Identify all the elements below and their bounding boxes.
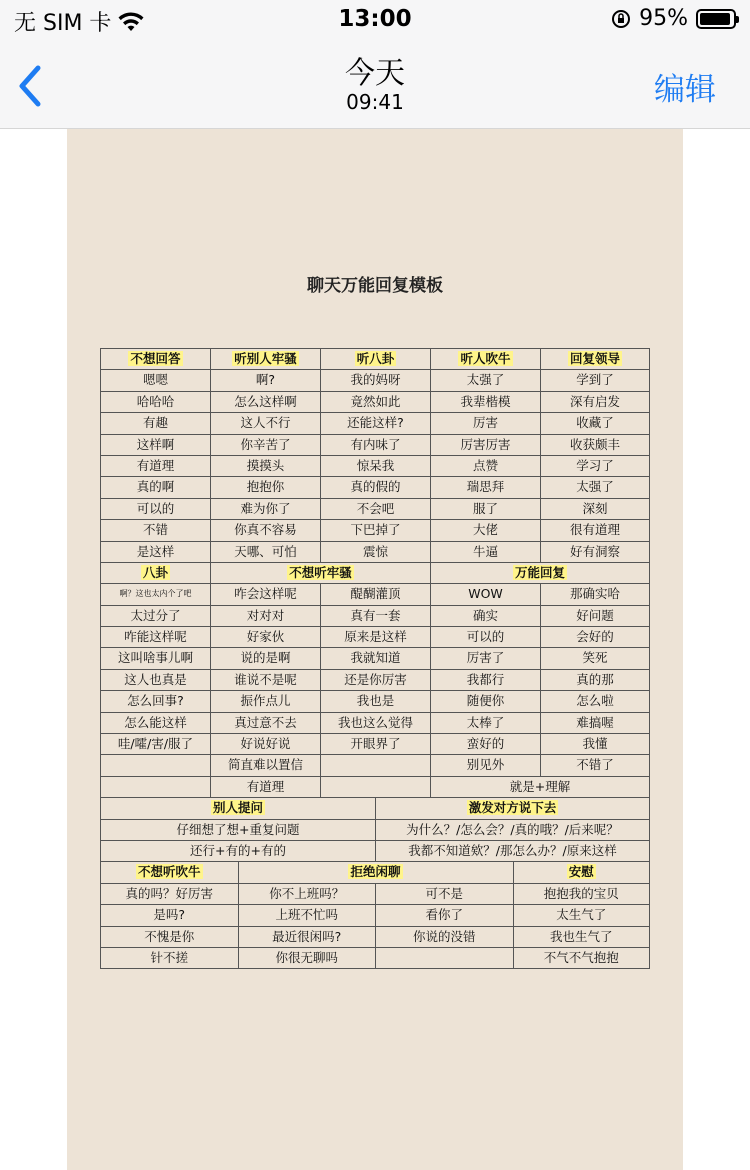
table-row: [100, 776, 650, 797]
table-cell: [375, 948, 513, 968]
table-cell: 收藏了: [540, 413, 650, 433]
header-label: 激发对方说下去: [468, 800, 557, 816]
table-cell: 不错了: [540, 755, 650, 775]
table-cell: 还是你厉害: [320, 670, 430, 690]
table-cell: 会好的: [540, 627, 650, 647]
table-cell: 谁说不是呢: [210, 670, 320, 690]
table-cell: 抱抱我的宝贝: [513, 884, 651, 904]
table-row: [100, 562, 650, 583]
table-row: [100, 348, 650, 369]
table-row: [100, 669, 650, 690]
table-cell: 对对对: [210, 606, 320, 626]
table-cell: 厉害厉害: [430, 435, 540, 455]
table-cell: 太过分了: [100, 606, 210, 626]
table-cell: 怎么这样啊: [210, 392, 320, 412]
table-row: [100, 883, 650, 904]
nav-bar: [0, 40, 750, 129]
table-cell: 说的是啊: [210, 648, 320, 668]
header-label: 听别人牢骚: [234, 351, 297, 366]
table-cell: 我也是: [320, 691, 430, 711]
table-cell: 有趣: [100, 413, 210, 433]
table-row: [100, 904, 650, 925]
table-cell: 可以的: [100, 499, 210, 519]
table-cell: 怎么回事?: [100, 691, 210, 711]
table-cell: 简直难以置信: [210, 755, 320, 775]
table-cell: 最近很闲吗?: [238, 927, 376, 947]
status-right: [611, 6, 736, 31]
table-cell: 收获颇丰: [540, 435, 650, 455]
table-cell: 这人也真是: [100, 670, 210, 690]
table-cell: 嗯嗯: [100, 370, 210, 390]
table-cell: 我都行: [430, 670, 540, 690]
thumbnail-strip[interactable]: [0, 1166, 750, 1170]
table-cell: 大佬: [430, 520, 540, 540]
table-cell: 还行+有的+有的: [100, 841, 375, 861]
table-cell: 开眼界了: [320, 734, 430, 754]
table-cell: 你不上班吗？: [238, 884, 376, 904]
table-cell: 我懂: [540, 734, 650, 754]
table-cell: 看你了: [375, 905, 513, 925]
table-header-cell: [100, 862, 238, 882]
table-row: [100, 733, 650, 754]
table-cell: 怎么啦: [540, 691, 650, 711]
table-row: [100, 369, 650, 390]
table-cell: 厉害: [430, 413, 540, 433]
table-row: [100, 819, 650, 840]
table-cell: 振作点儿: [210, 691, 320, 711]
table-row: [100, 583, 650, 604]
reply-template-table: [100, 348, 650, 969]
table-cell: 真的假的: [320, 477, 430, 497]
table-cell: 真的那: [540, 670, 650, 690]
table-cell: 哇/嚯/害/服了: [100, 734, 210, 754]
table-cell: 我也这么觉得: [320, 713, 430, 733]
table-cell: 学习了: [540, 456, 650, 476]
orientation-lock-icon: [611, 9, 631, 29]
battery-percent: 95%: [639, 6, 688, 31]
battery-fill: [700, 13, 730, 25]
table-cell: 深有启发: [540, 392, 650, 412]
table-cell: 我都不知道欸？/那怎么办？/原来这样: [375, 841, 650, 861]
table-row: [100, 412, 650, 433]
table-row: [100, 434, 650, 455]
table-cell: 真有一套: [320, 606, 430, 626]
table-cell: 厉害了: [430, 648, 540, 668]
table-cell: 啊?: [210, 370, 320, 390]
table-row: [100, 712, 650, 733]
table-row: [100, 519, 650, 540]
table-header-cell: [100, 563, 210, 583]
table-cell: 不愧是你: [100, 927, 238, 947]
table-cell: 你很无聊吗: [238, 948, 376, 968]
table-header-cell: [513, 862, 651, 882]
table-cell: 好说好说: [210, 734, 320, 754]
table-cell: 别见外: [430, 755, 540, 775]
header-label: 不想听牢骚: [289, 564, 352, 580]
table-header-cell: [375, 798, 650, 818]
table-header-cell: [238, 862, 513, 882]
edit-button[interactable]: 编辑: [654, 72, 716, 108]
table-row: [100, 391, 650, 412]
table-cell: 上班不忙吗: [238, 905, 376, 925]
table-cell: 真过意不去: [210, 713, 320, 733]
table-cell: 你辛苦了: [210, 435, 320, 455]
table-cell: 为什么？/怎么会？/真的哦？/后来呢？: [375, 820, 650, 840]
table-row: [100, 861, 650, 882]
table-cell: 好家伙: [210, 627, 320, 647]
table-cell: 太强了: [430, 370, 540, 390]
table-row: [100, 797, 650, 818]
table-cell: 随便你: [430, 691, 540, 711]
table-header-cell: [100, 798, 375, 818]
table-cell: 可以的: [430, 627, 540, 647]
table-cell: [320, 755, 430, 775]
table-cell: 难为你了: [210, 499, 320, 519]
table-cell: 就是+理解: [430, 777, 650, 797]
table-cell: 我也生气了: [513, 927, 651, 947]
table-cell: 原来是这样: [320, 627, 430, 647]
table-header-cell: [430, 349, 540, 369]
battery-icon: [696, 9, 736, 29]
table-cell: 咋会这样呢: [210, 584, 320, 604]
table-cell: 震惊: [320, 542, 430, 562]
nav-title: 今天: [345, 56, 405, 91]
table-cell: 好有洞察: [540, 542, 650, 562]
table-cell: 这样啊: [100, 435, 210, 455]
table-row: [100, 455, 650, 476]
table-cell: 是吗?: [100, 905, 238, 925]
table-cell: 这人不行: [210, 413, 320, 433]
table-cell: 点赞: [430, 456, 540, 476]
table-header-cell: [320, 349, 430, 369]
table-cell: 咋能这样呢: [100, 627, 210, 647]
header-label: 别人提问: [212, 800, 263, 816]
status-time: 13:00: [338, 6, 412, 32]
table-row: [100, 926, 650, 947]
table-row: [100, 947, 650, 969]
table-cell: 有内味了: [320, 435, 430, 455]
table-row: [100, 754, 650, 775]
table-cell: 醍醐灌顶: [320, 584, 430, 604]
table-header-cell: [210, 349, 320, 369]
table-cell: 牛逼: [430, 542, 540, 562]
header-label: 不想回答: [130, 351, 181, 366]
table-row: [100, 476, 650, 497]
table-cell: 摸摸头: [210, 456, 320, 476]
header-label: 拒绝闲聊: [350, 864, 401, 880]
header-label: 安慰: [568, 864, 594, 880]
table-cell: 学到了: [540, 370, 650, 390]
table-cell: 瑞思拜: [430, 477, 540, 497]
table-cell: 啊？这也太内个了吧: [100, 584, 210, 604]
table-cell: 确实: [430, 606, 540, 626]
table-cell: 真的吗？好厉害: [100, 884, 238, 904]
table-cell: 可不是: [375, 884, 513, 904]
table-cell: 我辈楷模: [430, 392, 540, 412]
table-row: [100, 690, 650, 711]
header-label: 万能回复: [514, 564, 565, 580]
table-cell: 抱抱你: [210, 477, 320, 497]
header-label: 听人吹牛: [460, 351, 511, 366]
table-cell: 太生气了: [513, 905, 651, 925]
table-cell: 好问题: [540, 606, 650, 626]
table-cell: 服了: [430, 499, 540, 519]
header-label: 不想听吹牛: [137, 864, 201, 880]
table-cell: WOW: [430, 584, 540, 604]
table-row: [100, 840, 650, 861]
table-cell: 不会吧: [320, 499, 430, 519]
table-cell: 惊呆我: [320, 456, 430, 476]
table-cell: 这叫啥事儿啊: [100, 648, 210, 668]
table-cell: 天哪、可怕: [210, 542, 320, 562]
table-cell: 难搞喔: [540, 713, 650, 733]
table-cell: 哈哈哈: [100, 392, 210, 412]
status-bar: [0, 0, 750, 40]
table-cell: 那确实哈: [540, 584, 650, 604]
table-cell: 有道理: [210, 777, 320, 797]
table-row: [100, 626, 650, 647]
table-cell: 不气不气抱抱: [513, 948, 651, 968]
table-cell: 有道理: [100, 456, 210, 476]
table-header-cell: [210, 563, 430, 583]
table-row: [100, 541, 650, 562]
table-cell: 蛮好的: [430, 734, 540, 754]
table-cell: 竟然如此: [320, 392, 430, 412]
table-cell: 你真不容易: [210, 520, 320, 540]
table-cell: [100, 755, 210, 775]
table-row: [100, 605, 650, 626]
table-header-cell: [430, 563, 650, 583]
header-label: 听八卦: [356, 351, 395, 366]
table-cell: 深刻: [540, 499, 650, 519]
table-cell: 不错: [100, 520, 210, 540]
table-cell: 我的妈呀: [320, 370, 430, 390]
table-cell: 怎么能这样: [100, 713, 210, 733]
table-cell: [100, 777, 210, 797]
table-cell: 仔细想了想+重复问题: [100, 820, 375, 840]
header-label: 回复领导: [569, 351, 620, 366]
template-title: 聊天万能回复模板: [307, 276, 443, 296]
photo-viewer[interactable]: [67, 129, 683, 1170]
table-cell: 针不搓: [100, 948, 238, 968]
table-cell: 很有道理: [540, 520, 650, 540]
carrier-label: 无 SIM 卡: [14, 11, 112, 36]
header-label: 八卦: [142, 564, 168, 580]
table-header-cell: [100, 349, 210, 369]
table-cell: 是这样: [100, 542, 210, 562]
table-cell: 太强了: [540, 477, 650, 497]
table-cell: 你说的没错: [375, 927, 513, 947]
table-cell: 笑死: [540, 648, 650, 668]
table-cell: 下巴掉了: [320, 520, 430, 540]
table-row: [100, 498, 650, 519]
table-row: [100, 647, 650, 668]
table-cell: 我就知道: [320, 648, 430, 668]
table-cell: 还能这样?: [320, 413, 430, 433]
table-cell: [320, 777, 430, 797]
table-cell: 真的啊: [100, 477, 210, 497]
table-header-cell: [540, 349, 650, 369]
nav-subtitle: 09:41: [346, 90, 404, 114]
table-cell: 太棒了: [430, 713, 540, 733]
